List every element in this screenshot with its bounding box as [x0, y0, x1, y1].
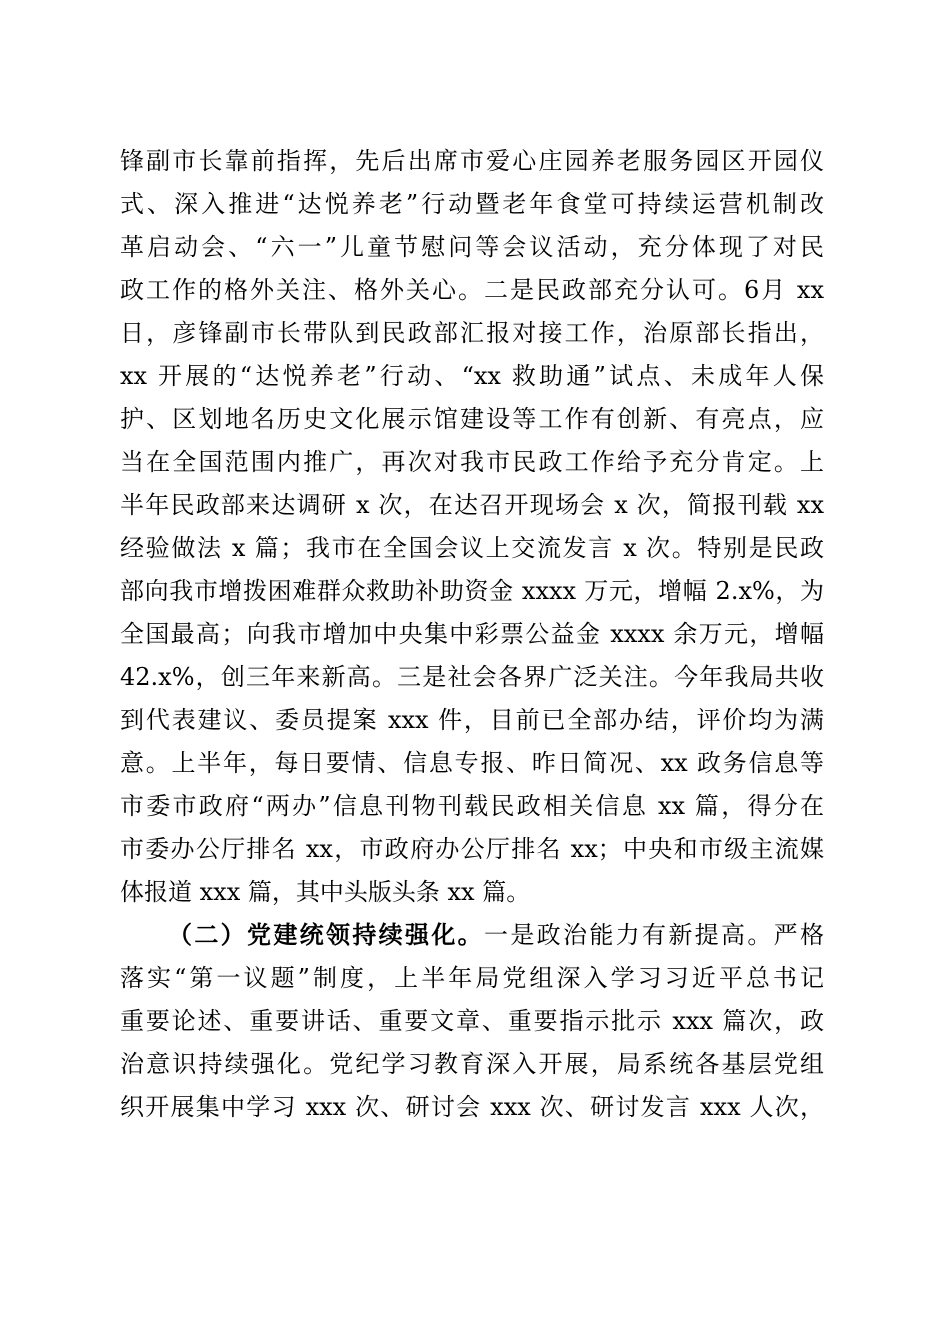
heading-line-text: 一是政治能力有新提高。严格 — [484, 921, 824, 949]
text-line: 意。上半年，每日要情、信息专报、昨日简况、xx 政务信息等 — [120, 749, 824, 777]
text-line: 体报道 xxx 篇，其中头版头条 xx 篇。 — [120, 878, 531, 906]
text-line: 市委市政府“两办”信息刊物刊载民政相关信息 xx 篇，得分在 — [120, 792, 824, 820]
text-line: 半年民政部来达调研 x 次，在达召开现场会 x 次，简报刊载 xx — [120, 491, 824, 519]
text-line: 锋副市长靠前指挥，先后出席市爱心庄园养老服务园区开园仪 — [120, 147, 824, 175]
section-heading-line — [120, 914, 824, 957]
text-line: 日，彦锋副市长带队到民政部汇报对接工作，治原部长指出， — [120, 319, 824, 347]
text-line: 式、深入推进“达悦养老”行动暨老年食堂可持续运营机制改 — [120, 190, 824, 218]
text-line: 市委办公厅排名 xx，市政府办公厅排名 xx；中央和市级主流媒 — [120, 835, 824, 863]
text-line: 革启动会、“六一”儿童节慰问等会议活动，充分体现了对民 — [120, 233, 824, 261]
text-line: xx 开展的“达悦养老”行动、“xx 救助通”试点、未成年人保 — [120, 362, 824, 390]
section-heading: （二）党建统领持续强化。 — [168, 921, 484, 949]
text-line: 部向我市增拨困难群众救助补助资金 xxxx 万元，增幅 2.x%，为 — [120, 577, 824, 605]
text-line: 到代表建议、委员提案 xxx 件，目前已全部办结，评价均为满 — [120, 706, 824, 734]
document-page — [120, 140, 824, 1129]
text-line: 政工作的格外关注、格外关心。二是民政部充分认可。6月 xx — [120, 276, 824, 304]
text-line: 落实“第一议题”制度，上半年局党组深入学习习近平总书记 — [120, 964, 824, 992]
text-line: 护、区划地名历史文化展示馆建设等工作有创新、有亮点，应 — [120, 405, 824, 433]
text-line: 全国最高；向我市增加中央集中彩票公益金 xxxx 余万元，增幅 — [120, 620, 824, 648]
text-line: 织开展集中学习 xxx 次、研讨会 xxx 次、研讨发言 xxx 人次， — [120, 1093, 824, 1121]
text-line: 重要论述、重要讲话、重要文章、重要指示批示 xxx 篇次，政 — [120, 1007, 824, 1035]
text-line: 当在全国范围内推广，再次对我市民政工作给予充分肯定。上 — [120, 448, 824, 476]
paragraph-2 — [120, 914, 824, 1129]
text-line: 42.x%，创三年来新高。三是社会各界广泛关注。今年我局共收 — [120, 663, 824, 691]
text-line: 经验做法 x 篇；我市在全国会议上交流发言 x 次。特别是民政 — [120, 534, 824, 562]
paragraph-1 — [120, 140, 824, 914]
text-line: 治意识持续强化。党纪学习教育深入开展，局系统各基层党组 — [120, 1050, 824, 1078]
